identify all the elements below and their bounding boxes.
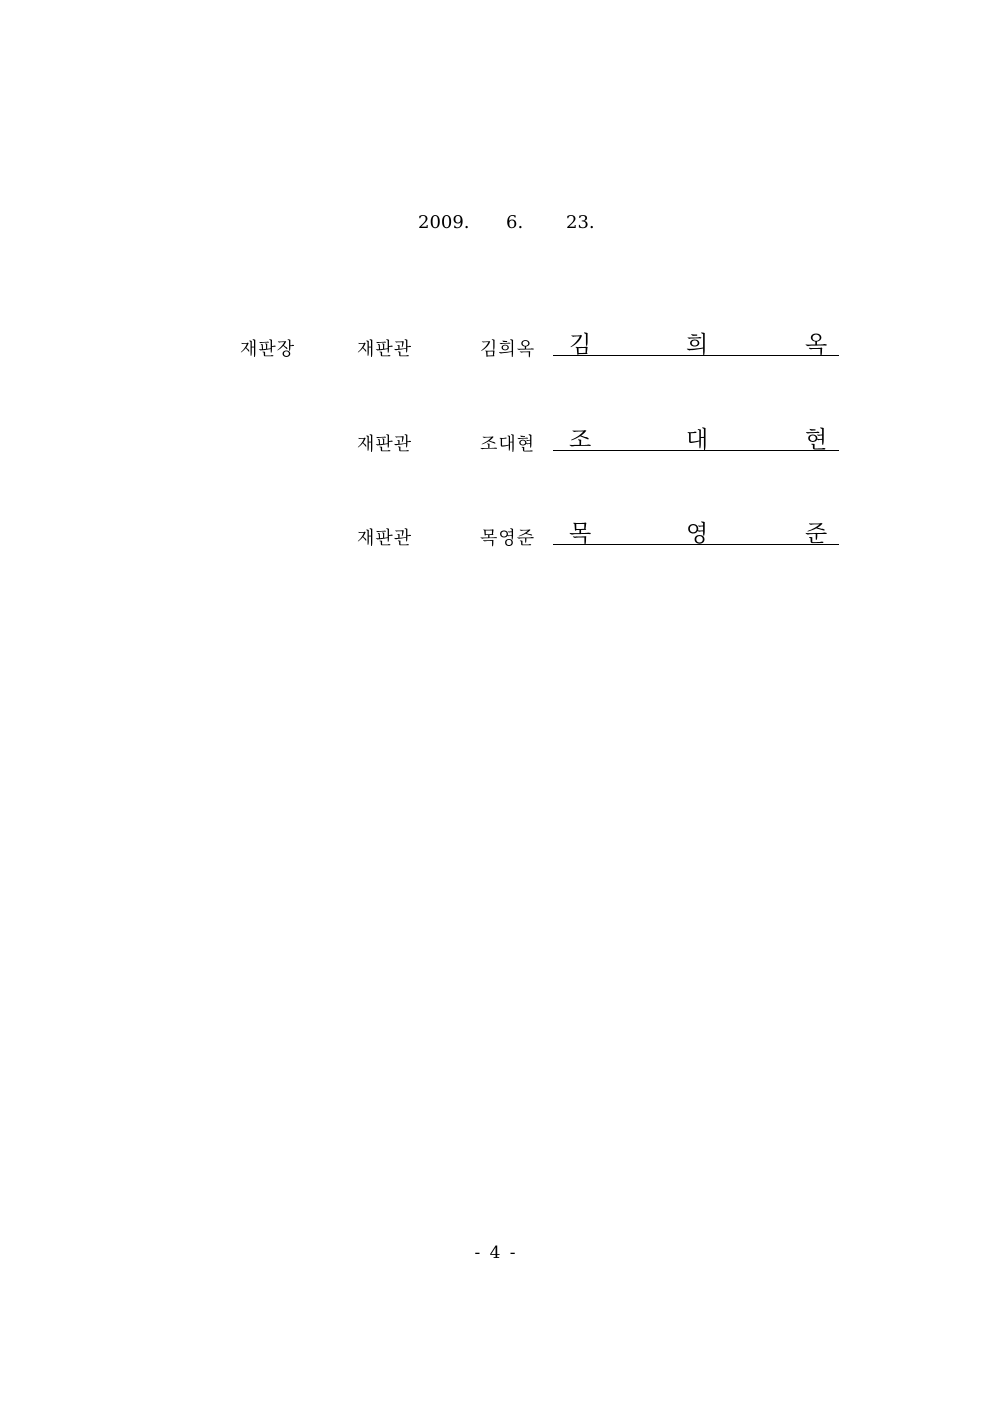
signature-row-judge-2 [0,420,992,460]
judge-title: 재판관 [357,528,413,549]
signature-row-presiding [0,325,992,365]
date-month: 6. [506,212,524,233]
judge-title: 재판관 [357,434,413,455]
signature-char: 준 [805,521,828,547]
signature-char: 김 [569,332,592,358]
signature-char: 현 [805,427,828,453]
judge-printed-name: 조대현 [480,434,536,455]
signature-char: 희 [686,332,709,358]
signature-char: 대 [686,427,709,453]
judge-printed-name: 김희옥 [480,339,536,360]
decision-date [0,212,992,238]
date-year: 2009. [418,212,470,233]
signature-char: 조 [569,427,592,453]
signature-char: 목 [569,521,592,547]
presiding-judge-title: 재판장 [240,339,296,360]
signature-char: 영 [686,521,709,547]
judge-title: 재판관 [357,339,413,360]
signature-row-judge-3 [0,514,992,554]
page-number: - 4 - [474,1243,518,1263]
signature-line [553,325,839,356]
judge-printed-name: 목영준 [480,528,536,549]
signature-char: 옥 [805,332,828,358]
signature-line [553,514,839,545]
date-day: 23. [566,212,595,233]
signature-line [553,420,839,451]
